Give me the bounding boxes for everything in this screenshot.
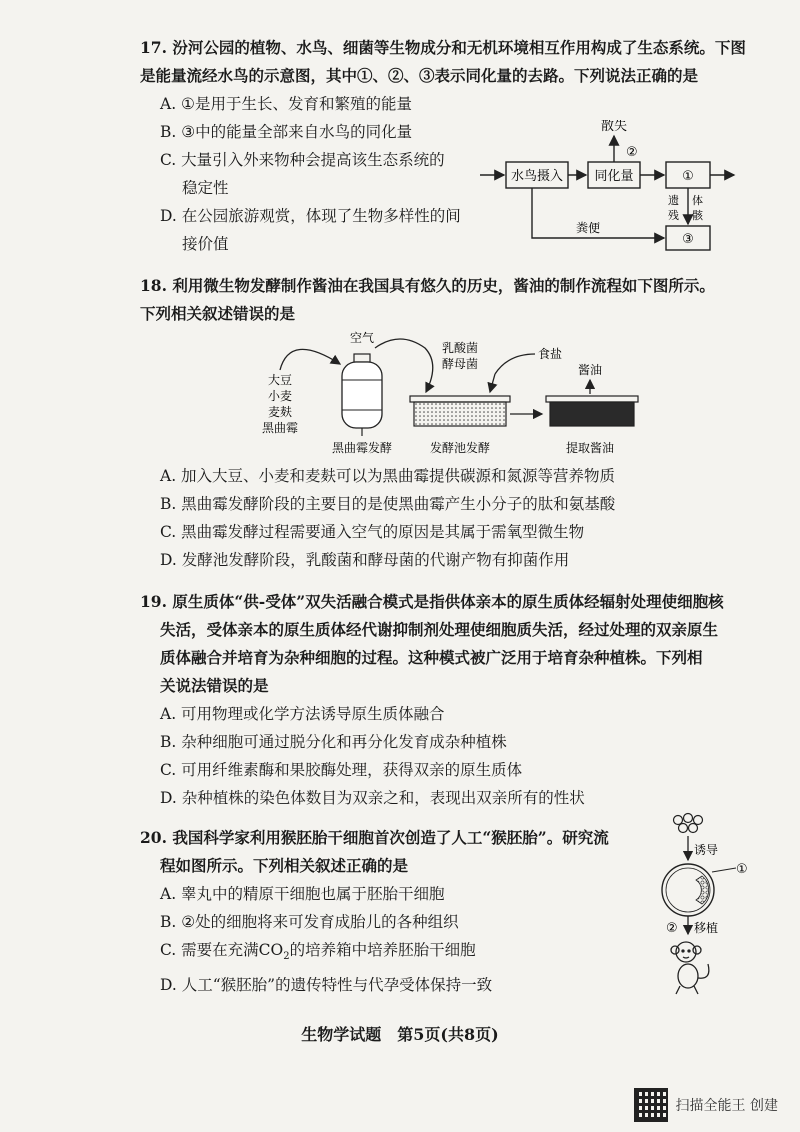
question-17-option-c-line-1: C. 大量引入外来物种会提高该生态系统的 [160, 151, 445, 169]
fermenter-tank-icon [342, 354, 382, 436]
energy-flow-diagram [480, 120, 740, 260]
remains-char-2: 体 [692, 194, 703, 207]
question-20-option-a: A. 睾丸中的精原干细胞也属于胚胎干细胞 [160, 885, 445, 903]
box-1-label: ① [682, 169, 694, 184]
question-18-option-d: D. 发酵池发酵阶段，乳酸菌和酵母菌的代谢产物有抑菌作用 [160, 551, 570, 569]
stem-cells-icon [674, 814, 703, 833]
pointer-line-1 [712, 868, 736, 872]
question-19-stem-line-3: 质体融合并培育为杂种细胞的过程。这种模式被广泛用于培育杂种植株。下列相 [160, 648, 703, 667]
question-20 [140, 824, 660, 999]
circle-1-label: ① [736, 862, 748, 877]
question-18 [140, 272, 760, 328]
question-19-stem-line-4: 关说法错误的是 [160, 676, 269, 695]
salt-arrow [495, 354, 535, 374]
question-18-option-b: B. 黑曲霉发酵阶段的主要目的是使黑曲霉产生小分子的肽和氨基酸 [160, 495, 616, 513]
question-20-option-c [140, 936, 660, 971]
question-19-stem-line-2: 失活，受体亲本的原生质体经代谢抑制剂处理使细胞质失活，经过处理的双亲原生 [160, 620, 719, 639]
fermenter-to-pool-arrow [375, 339, 433, 392]
question-18-option-a: A. 加入大豆、小麦和麦麸可以为黑曲霉提供碳源和氮源等营养物质 [160, 467, 616, 485]
fermentation-pool-icon [410, 396, 510, 426]
question-19 [140, 588, 760, 812]
extraction-tank-icon [546, 396, 638, 426]
remains-char-3: 残 [668, 209, 679, 222]
question-18-options [140, 462, 760, 574]
monkey-icon [671, 942, 709, 994]
remains-char-1: 遗 [668, 194, 679, 207]
assimilation-label: 同化量 [594, 169, 634, 184]
stage-2-label: 发酵池发酵 [429, 441, 491, 455]
question-17-option-d-line-2: 接价值 [182, 235, 229, 253]
question-20-option-c-prefix: C. 需要在充满CO [160, 941, 284, 959]
transplant-label: 移植 [694, 921, 719, 935]
monkey-embryo-diagram [650, 810, 760, 1000]
question-17-option-b: B. ③中的能量全部来自水鸟的同化量 [160, 123, 413, 141]
raw-material-3: 麦麸 [267, 405, 293, 419]
feces-label: 粪便 [575, 221, 601, 235]
stage-3-label: 提取酱油 [565, 441, 615, 455]
question-17-stem-line-1: 17. 汾河公园的植物、水鸟、细菌等生物成分和无机环境相互作用构成了生态系统。下图 [140, 38, 746, 57]
bacteria-label-2: 酵母菌 [441, 357, 479, 371]
air-label: 空气 [349, 331, 375, 345]
raw-material-2: 小麦 [267, 389, 293, 403]
question-17-stem-line-2: 是能量流经水鸟的示意图，其中①、②、③表示同化量的去路。下列说法正确的是 [140, 66, 699, 85]
box-3-label: ③ [682, 232, 694, 247]
question-18-stem-line-2: 下列相关叙述错误的是 [140, 304, 296, 323]
raw-material-1: 大豆 [267, 373, 293, 387]
scanner-label: 扫描全能王 创建 [675, 1098, 778, 1114]
question-19-option-c: C. 可用纤维素酶和果胶酶处理，获得双亲的原生质体 [160, 761, 523, 779]
question-18-stem-line-1: 18. 利用微生物发酵制作酱油在我国具有悠久的历史，酱油的制作流程如下图所示。 [140, 276, 715, 295]
bacteria-label-1: 乳酸菌 [441, 341, 479, 355]
question-20-option-d: D. 人工“猴胚胎”的遗传特性与代孕受体保持一致 [160, 976, 493, 995]
loss-label: 散失 [600, 120, 628, 134]
scanner-watermark [634, 1088, 778, 1122]
soy-sauce-process-diagram [250, 326, 650, 466]
question-20-option-c-suffix: 的培养箱中培养胚胎干细胞 [289, 941, 476, 959]
salt-arrow-head [490, 374, 495, 392]
qr-code-icon [634, 1088, 668, 1122]
question-18-option-c: C. 黑曲霉发酵过程需要通入空气的原因是其属于需氧型微生物 [160, 523, 585, 541]
circle-2-label: ② [626, 145, 638, 160]
intake-label: 水鸟摄入 [510, 169, 564, 184]
question-20-option-b: B. ②处的细胞将来可发育成胎儿的各种组织 [160, 913, 459, 931]
question-19-option-a: A. 可用物理或化学方法诱导原生质体融合 [160, 705, 445, 723]
blastocyst-icon [662, 864, 714, 916]
stage-1-label: 黑曲霉发酵 [331, 441, 393, 455]
question-17-option-c-line-2: 稳定性 [182, 179, 229, 197]
question-20-stem-line-2: 程如图所示。下列相关叙述正确的是 [160, 856, 409, 875]
raw-material-4: 黑曲霉 [261, 421, 299, 435]
soy-sauce-label: 酱油 [577, 363, 603, 377]
question-20-option-c-subscript: 2 [283, 951, 290, 963]
question-19-stem-line-1: 19. 原生质体“供-受体”双失活融合模式是指供体亲本的原生质体经辐射处理使细胞核 [140, 592, 724, 611]
remains-char-4: 骸 [692, 209, 703, 222]
induce-label: 诱导 [694, 843, 719, 857]
question-17-option-a: A. ①是用于生长、发育和繁殖的能量 [160, 95, 412, 113]
page-footer: 生物学试题 第5页(共8页) [301, 1025, 499, 1044]
question-19-option-d: D. 杂种植株的染色体数目为双亲之和，表现出双亲所有的性状 [160, 789, 585, 807]
salt-label: 食盐 [537, 347, 563, 361]
raw-to-fermenter-arrow [280, 349, 340, 370]
question-20-stem-line-1: 20. 我国科学家利用猴胚胎干细胞首次创造了人工“猴胚胎”。研究流 [140, 828, 609, 847]
question-19-option-b: B. 杂种细胞可通过脱分化和再分化发育成杂种植株 [160, 733, 507, 751]
question-17-option-d-line-1: D. 在公园旅游观赏，体现了生物多样性的间 [160, 207, 461, 225]
circle-2-label: ② [666, 921, 678, 936]
